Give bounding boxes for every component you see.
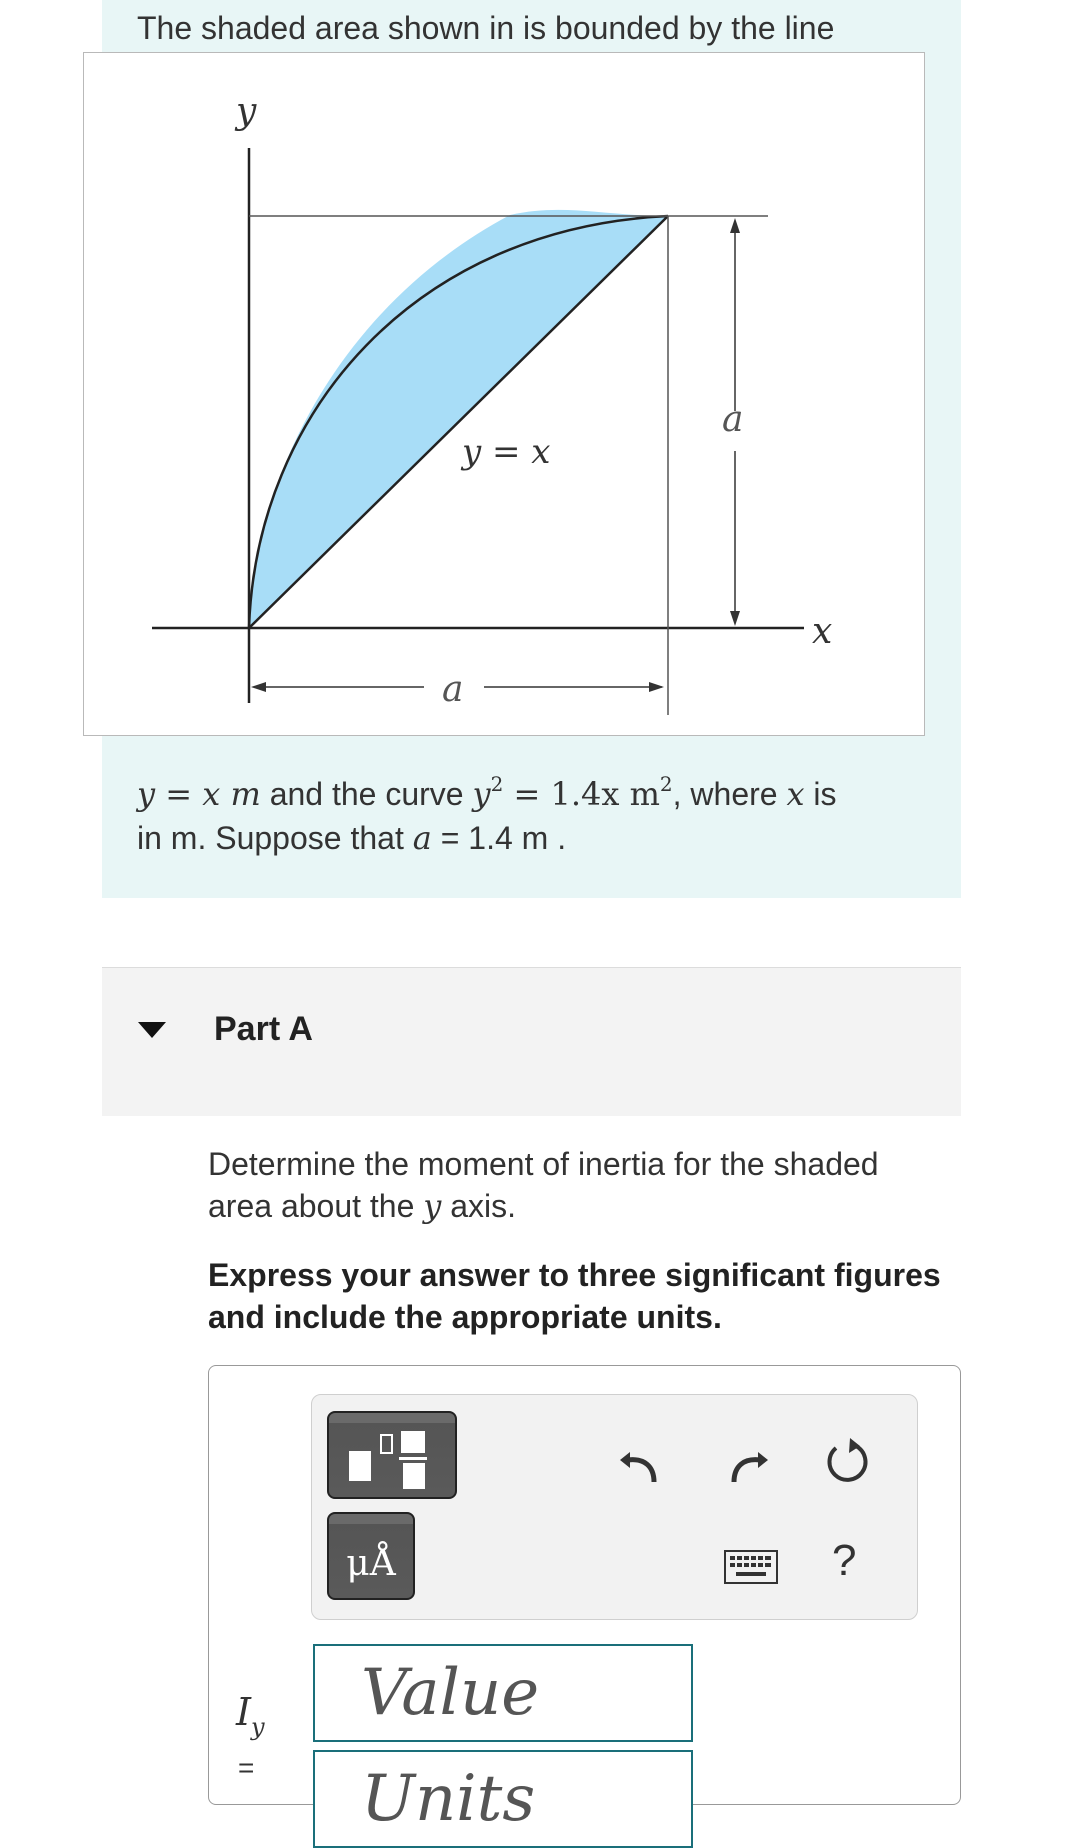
- redo-icon[interactable]: [722, 1436, 772, 1486]
- units-button[interactable]: μÅ: [327, 1512, 415, 1600]
- answer-label-var: I: [236, 1690, 252, 1734]
- statement-line2: in m. Suppose that: [137, 820, 413, 856]
- statement-a-var: a: [412, 819, 432, 857]
- equals-sign: =: [238, 1752, 255, 1783]
- answer-label-sub: y: [251, 1713, 265, 1741]
- keyboard-icon[interactable]: [724, 1550, 778, 1584]
- collapse-caret-icon[interactable]: [138, 1022, 166, 1038]
- part-question: [208, 1143, 948, 1227]
- statement-and-curve: and the curve: [260, 776, 473, 812]
- horizontal-arrow-right: [649, 682, 664, 692]
- statement-where: , where: [672, 776, 787, 812]
- statement-curve-lhs: y: [472, 775, 491, 813]
- answer-label: [236, 1690, 265, 1741]
- question-var: y: [423, 1187, 442, 1225]
- answer-instruction: Express your answer to three significant figures and include the appropriate units.: [208, 1257, 941, 1335]
- help-button[interactable]: ?: [832, 1536, 857, 1585]
- question-post: axis.: [441, 1188, 517, 1224]
- vertical-arrow-up: [730, 218, 740, 233]
- value-input[interactable]: [313, 1644, 693, 1742]
- line-label: y = x: [462, 432, 551, 472]
- templates-icon: [329, 1413, 455, 1497]
- y-axis-label: y: [236, 91, 257, 132]
- problem-figure: [83, 52, 925, 736]
- question-text: Determine the moment of inertia for the shaded area about the: [208, 1146, 879, 1224]
- statement-is: is: [804, 776, 837, 812]
- statement-line-eq: y = x m: [137, 775, 261, 813]
- problem-intro: The shaded area shown in is bounded by the line: [137, 10, 835, 46]
- statement-x-var: x: [786, 775, 805, 813]
- vertical-arrow-down: [730, 611, 740, 626]
- horizontal-arrow-left: [251, 682, 266, 692]
- undo-icon[interactable]: [616, 1436, 666, 1486]
- figure-diagram: [84, 53, 926, 737]
- problem-statement: y = x m and the curve $y^2 = 1.4x$ $m^2$, where x is in m. Suppose that a = 1.4 m .: [137, 772, 837, 857]
- reset-icon[interactable]: [822, 1436, 874, 1488]
- x-axis-label: x: [812, 611, 833, 652]
- statement-a-value: = 1.4 m .: [431, 820, 567, 856]
- statement-curve-rhs: = 1.4x m: [503, 775, 660, 813]
- units-input[interactable]: [313, 1750, 693, 1848]
- horizontal-dimension-label: a: [442, 669, 464, 710]
- templates-button[interactable]: [327, 1411, 457, 1499]
- vertical-dimension-label: a: [722, 399, 744, 440]
- part-title: Part A: [214, 1010, 313, 1048]
